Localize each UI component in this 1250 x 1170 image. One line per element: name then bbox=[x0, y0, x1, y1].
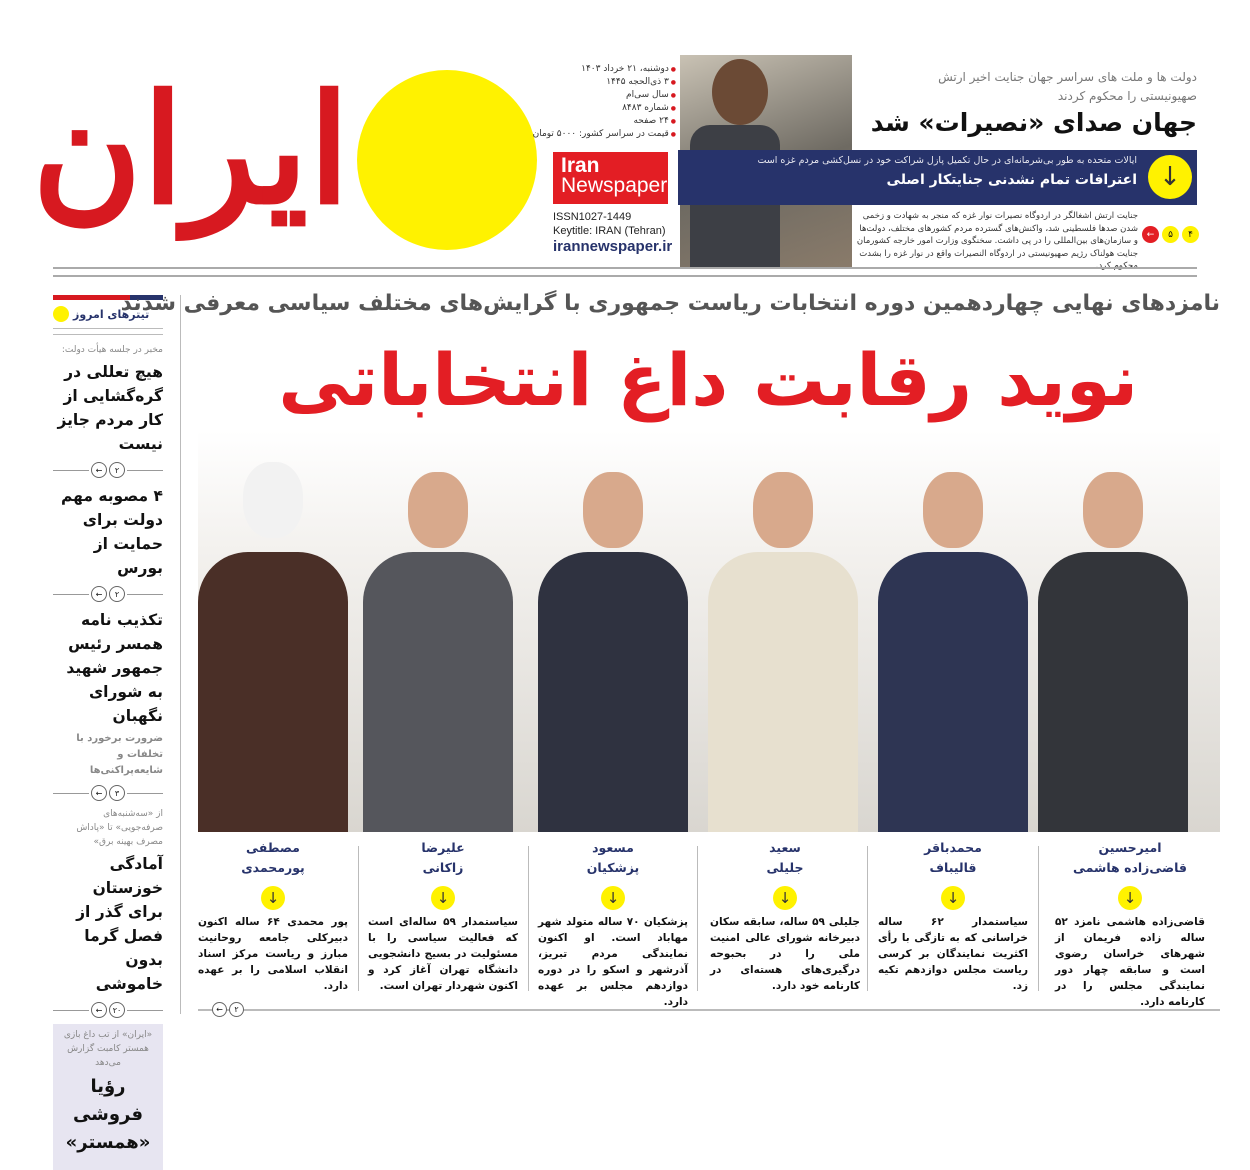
sidebar bbox=[53, 295, 163, 1153]
arrow-left-icon: ← bbox=[91, 586, 107, 602]
page-ref[interactable] bbox=[53, 586, 163, 602]
candidates-photo bbox=[198, 430, 1220, 832]
masthead-divider bbox=[53, 267, 1197, 277]
candidate-last-name: جلیلی bbox=[766, 860, 804, 875]
page-number: ۲ bbox=[109, 462, 125, 478]
page-ref[interactable]: ۴ bbox=[1182, 226, 1199, 243]
candidate-bio: پور محمدی ۶۴ ساله اکنون دبیرکلی جامعه روحانیت مبارز و ریاست مرکز اسناد انقلاب اسلامی را بر عهده دارد. bbox=[198, 916, 348, 992]
page-ref[interactable]: ۵ bbox=[1162, 226, 1179, 243]
divider bbox=[1038, 846, 1039, 991]
newspaper-logo: ایران bbox=[31, 62, 350, 238]
keytitle: Keytitle: IRAN (Tehran) bbox=[553, 225, 666, 237]
sidebar-subhead: ضرورت برخورد با تخلفات و شایعه‌پراکنی‌ها bbox=[76, 733, 163, 776]
top-story-kicker: دولت ها و ملت های سراسر جهان جنایت اخیر ارتش صهیونیستی را محکوم کردند bbox=[938, 70, 1197, 103]
date-item: ● دوشنبه، ۲۱ خرداد ۱۴۰۳ bbox=[581, 64, 676, 74]
date-item: ● شماره ۸۴۸۳ bbox=[622, 103, 676, 113]
issn-info bbox=[553, 210, 665, 238]
brand-box bbox=[553, 152, 668, 204]
sidebar-headline[interactable]: رؤیا فروشی «همستر» bbox=[65, 1076, 151, 1153]
bar-headline[interactable]: اعترافات تمام نشدنی جنایتکار اصلی bbox=[886, 172, 1137, 188]
top-story-bar bbox=[678, 150, 1197, 205]
candidate-first-name: مسعود bbox=[592, 840, 634, 855]
candidate-first-name: سعید bbox=[769, 840, 801, 855]
date-item: ● قیمت در سراسر کشور: ۵۰۰۰ تومان bbox=[533, 129, 676, 139]
sidebar-headline[interactable]: هیچ تعللی در گره‌گشایی از کار مردم جایز نیست bbox=[57, 363, 163, 453]
brand-line1: Iran bbox=[561, 154, 600, 177]
candidate-bio: سیاستمدار ۶۲ ساله خراسانی که به تازگی با رأی اکثریت نمایندگان بر کرسی ریاست مجلس دوازدهم تکیه زد. bbox=[878, 916, 1028, 992]
arrow-down-icon: ↓ bbox=[773, 886, 797, 910]
sidebar-headline[interactable]: ۴ مصوبه مهم دولت برای حمایت از بورس bbox=[60, 487, 163, 577]
sidebar-feature-box bbox=[53, 1024, 163, 1170]
candidate-bio: قاضی‌زاده هاشمی نامزد ۵۲ ساله زاده فریمان از شهرهای خراسان رضوی است و سابقه چهار دور نمایندگی مجلس را در کارنامه دارد. bbox=[1055, 916, 1205, 1008]
candidate-first-name: علیرضا bbox=[421, 840, 465, 855]
bottom-divider bbox=[198, 1009, 1220, 1011]
arrow-down-icon: ↓ bbox=[601, 886, 625, 910]
candidate-card bbox=[700, 838, 870, 998]
divider bbox=[53, 329, 163, 335]
brand-line2: Newspaper bbox=[561, 174, 668, 197]
page-ref[interactable] bbox=[53, 462, 163, 478]
bar-subhead: ایالات متحده به طور بی‌شرمانه‌ای در حال تکمیل پازل شراکت خود در نسل‌کشی مردم غزه است bbox=[757, 155, 1137, 166]
page-ref[interactable] bbox=[53, 1002, 163, 1018]
date-item: ● سال سی‌ام bbox=[626, 90, 676, 100]
arrow-down-icon: ↓ bbox=[941, 886, 965, 910]
arrow-left-icon[interactable]: ← bbox=[1142, 226, 1159, 243]
yellow-sun-emblem bbox=[357, 70, 537, 250]
arrow-left-icon: ← bbox=[91, 785, 107, 801]
page-refs bbox=[1142, 226, 1199, 243]
candidate-first-name: امیرحسین bbox=[1098, 840, 1162, 855]
page-number: ۲۰ bbox=[109, 1002, 125, 1018]
divider bbox=[358, 846, 359, 991]
candidate-card bbox=[1045, 838, 1215, 1008]
main-headline[interactable]: نوید رقابت داغ انتخاباتی bbox=[278, 338, 1138, 422]
website-link[interactable]: irannewspaper.ir bbox=[553, 238, 673, 255]
candidate-first-name: مصطفی bbox=[246, 840, 300, 855]
arrow-down-icon: ↓ bbox=[261, 886, 285, 910]
candidate-last-name: قاضی‌زاده هاشمی bbox=[1073, 860, 1187, 875]
sidebar-kicker: مخبر در جلسه هیأت دولت: bbox=[61, 345, 163, 355]
arrow-down-icon: ↓ bbox=[1148, 155, 1192, 199]
sidebar-kicker: از «سه‌شنبه‌های صرفه‌جویی» تا «پاداش مصرف بهینه برق» bbox=[76, 809, 163, 847]
candidate-card bbox=[358, 838, 528, 998]
candidate-card bbox=[868, 838, 1038, 998]
candidate-bio: سیاستمدار ۵۹ ساله‌ای است که فعالیت سیاسی را با مسئولیت در بسیج دانشجویی دانشگاه تهران آغاز کرد و اکنون شهردار تهران است. bbox=[368, 916, 519, 992]
column-divider bbox=[180, 295, 181, 1014]
top-story-headline[interactable]: جهان صدای «نصیرات» شد bbox=[870, 108, 1197, 137]
page-number: ۳ bbox=[109, 785, 125, 801]
sidebar-headline[interactable]: تکذیب نامه همسر رئیس جمهور شهید به شورای نگهبان bbox=[66, 611, 163, 725]
candidate-card bbox=[528, 838, 698, 1008]
page-ref[interactable] bbox=[212, 1002, 244, 1017]
candidate-card bbox=[188, 838, 358, 998]
main-subtitle: نامزدهای نهایی چهاردهمین دوره انتخابات ریاست جمهوری با گرایش‌های مختلف سیاسی معرفی شدند bbox=[120, 291, 1220, 316]
sidebar-headline[interactable]: آمادگی خوزستان برای گذر از فصل گرما بدون خاموشی bbox=[76, 855, 163, 993]
page-ref[interactable] bbox=[53, 785, 163, 801]
sidebar-title-text: تیترهای امروز bbox=[73, 307, 150, 321]
candidate-last-name: پزشکیان bbox=[586, 860, 640, 875]
arrow-left-icon: ← bbox=[91, 462, 107, 478]
candidate-last-name: زاکانی bbox=[422, 860, 464, 875]
divider bbox=[528, 846, 529, 991]
page-number: ۲ bbox=[229, 1002, 244, 1017]
candidate-bio: پزشکیان ۷۰ ساله متولد شهر مهاباد است. او اکنون نمایندگی مردم تبریز، آذرشهر و اسکو را در دوره دوازدهم مجلس بر عهده دارد. bbox=[538, 916, 688, 1008]
arrow-down-icon: ↓ bbox=[1118, 886, 1142, 910]
page-number: ۲ bbox=[109, 586, 125, 602]
date-item: ● ۳ ذی‌الحجه ۱۴۴۵ bbox=[606, 77, 676, 87]
issn: ISSN1027-1449 bbox=[553, 211, 632, 223]
candidate-first-name: محمدباقر bbox=[924, 840, 982, 855]
issue-info bbox=[532, 63, 676, 141]
arrow-left-icon: ← bbox=[91, 1002, 107, 1018]
arrow-down-icon: ↓ bbox=[431, 886, 455, 910]
yellow-dot-icon bbox=[53, 306, 69, 322]
candidate-bio: جلیلی ۵۹ ساله، سابقه سکان دبیرخانه شورای عالی امنیت ملی را در بحبوحه درگیری‌های هسته‌ای در کارنامه خود دارد. bbox=[710, 916, 860, 992]
candidate-last-name: قالیباف bbox=[929, 860, 977, 875]
candidate-last-name: پورمحمدی bbox=[241, 860, 305, 875]
arrow-left-icon: ← bbox=[212, 1002, 227, 1017]
date-item: ● ۲۴ صفحه bbox=[633, 116, 676, 126]
top-story-lead: جنایت ارتش اشغالگر در اردوگاه نصیرات نوار غزه که منجر به شهادت و زخمی شدن صدها فلسطینی شد، واکنش‌های گسترده مردم کشورهای مختلف، دولت‌ها و سازمان‌های بین‌المللی را در پی داشت. سخنگوی وزارت امور خارجه کشورمان جنایت هولناک رژیم صهیونیستی در اردوگاه النصیرات واقع در نوار غزه را بشدت محکوم کرد. bbox=[856, 211, 1138, 271]
sidebar-kicker: «ایران» از تب داغ بازی همستر کامبت گزارش می‌دهد bbox=[63, 1030, 153, 1068]
